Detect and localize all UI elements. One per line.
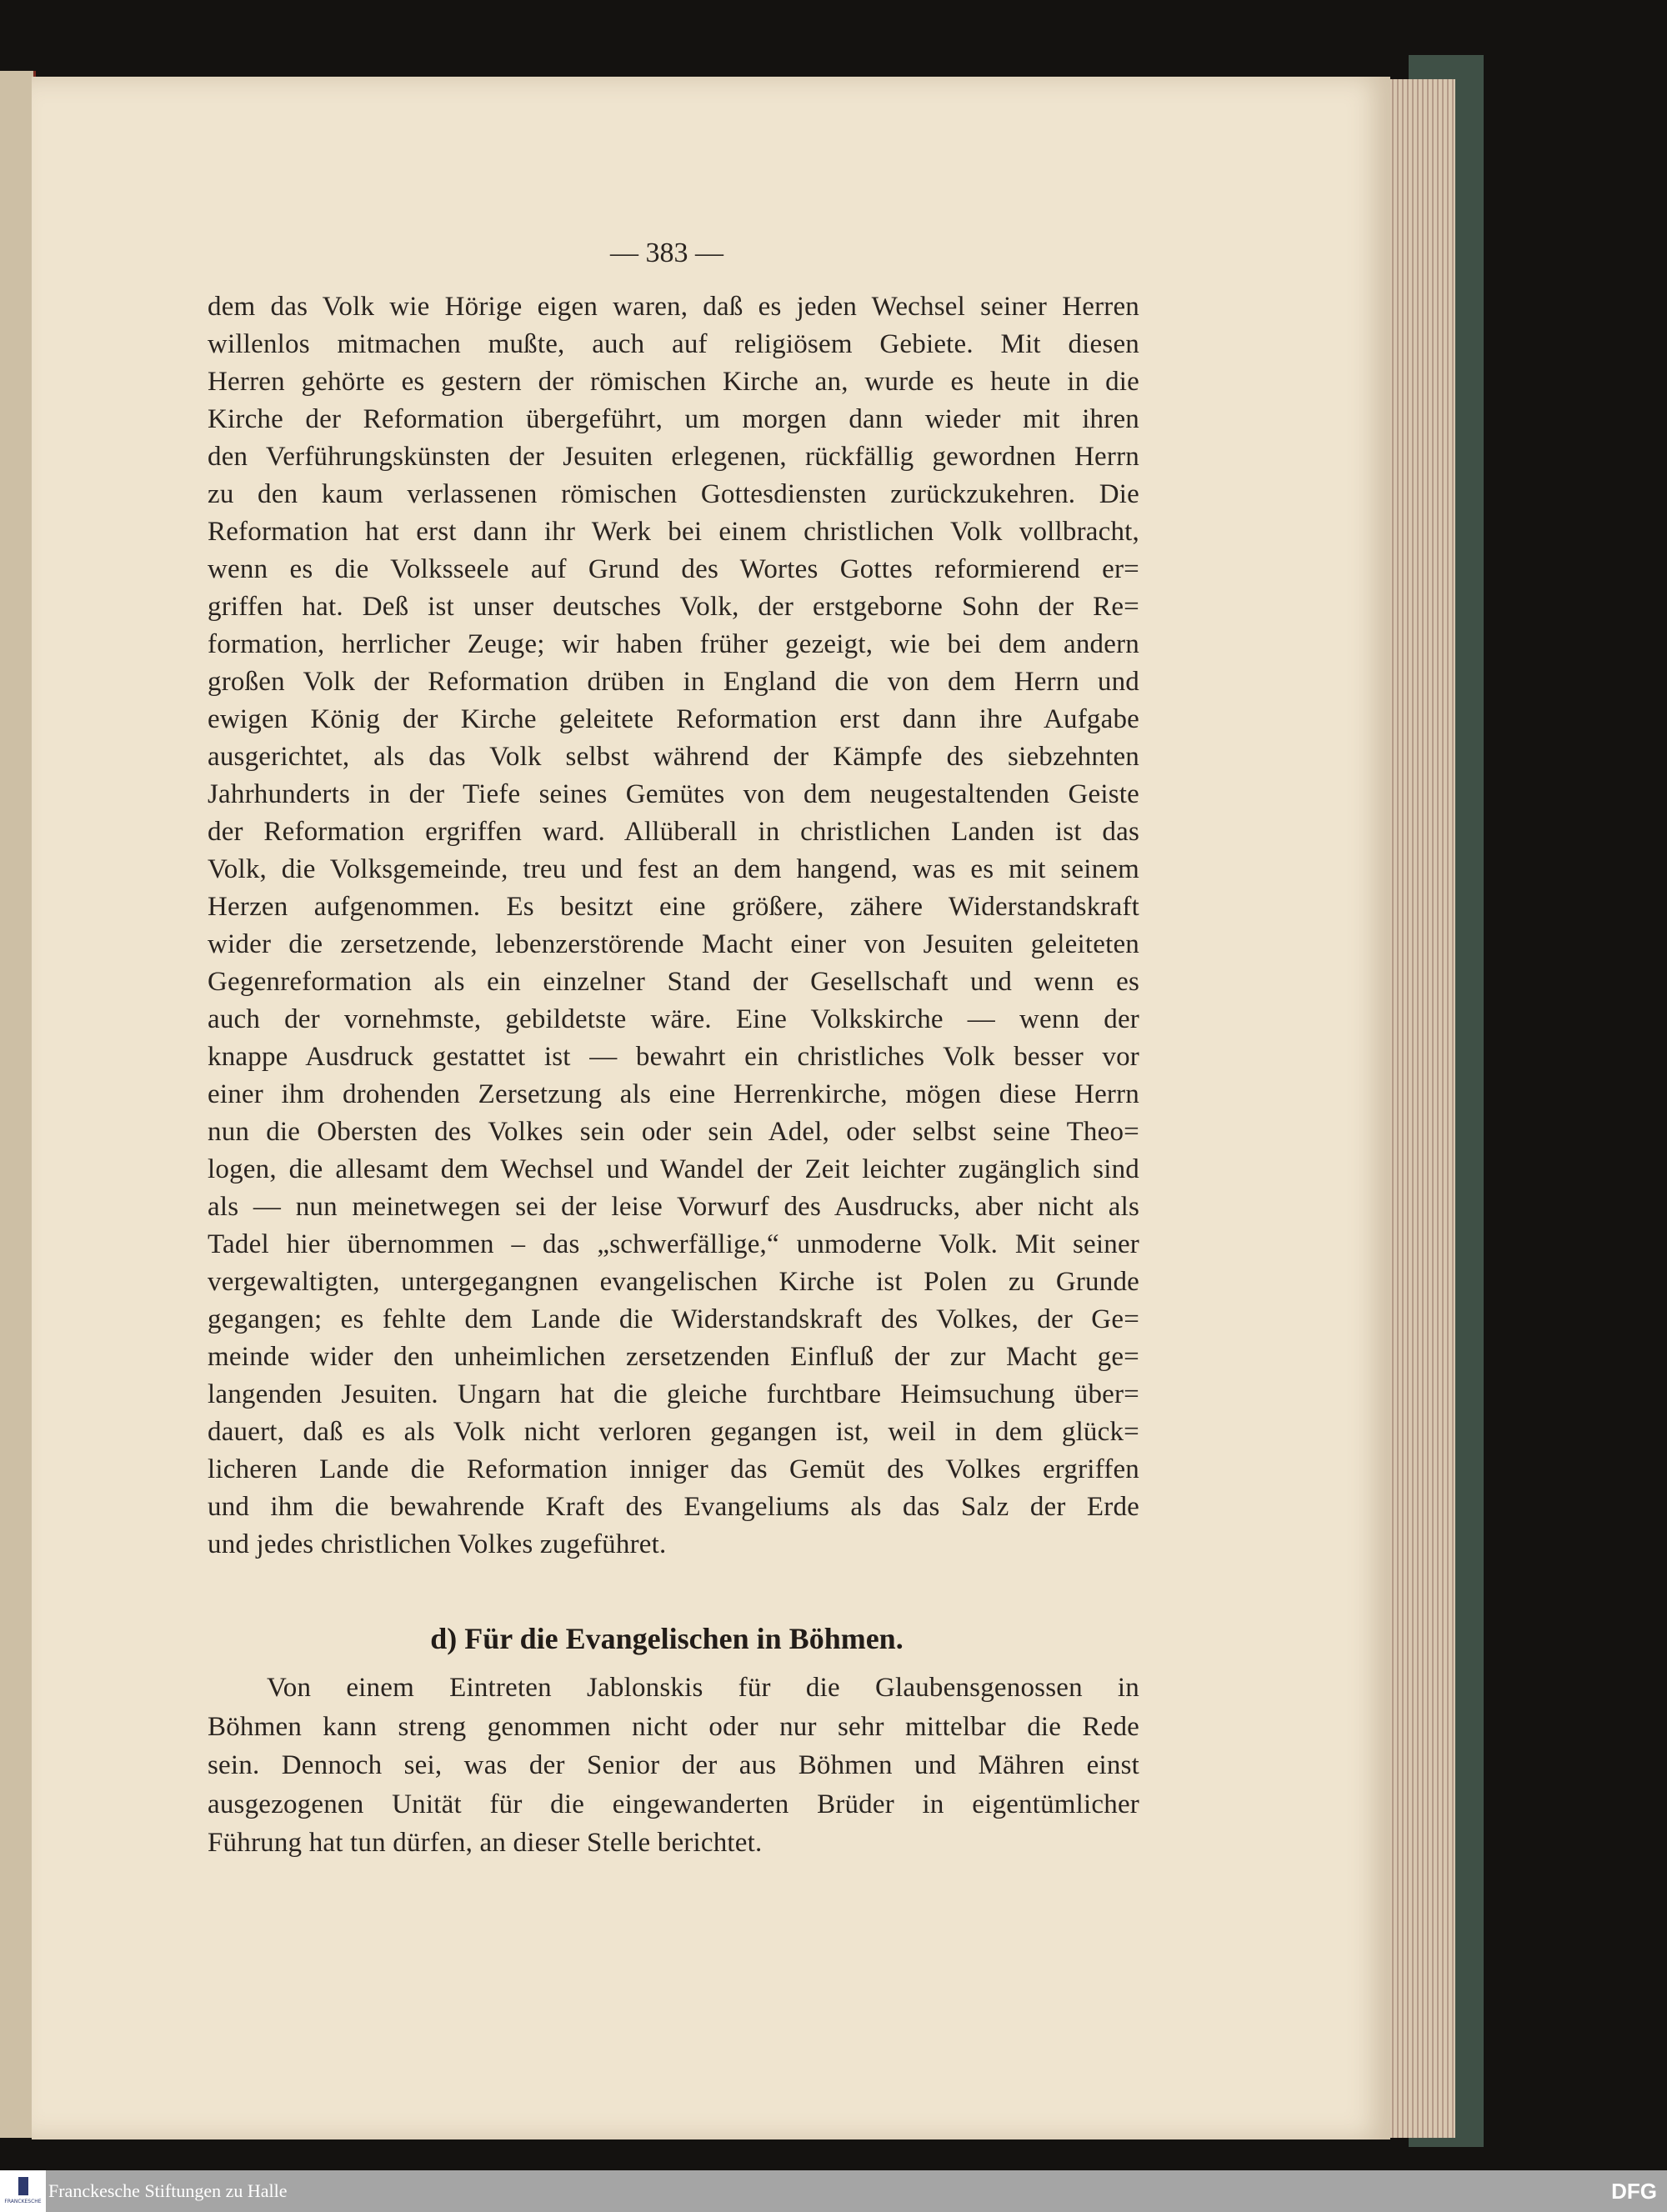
text-line: wider die zersetzende, lebenzerstörende Macht einer von Jesuiten geleiteten	[208, 929, 1139, 959]
text-line: einer ihm drohenden Zersetzung als eine Herrenkirche, mögen diese Herrn	[208, 1079, 1139, 1109]
text-line: Herren gehörte es gestern der römischen Kirche an, wurde es heute in die	[208, 367, 1139, 397]
text-line: logen, die allesamt dem Wechsel und Wandel der Zeit leichter zugänglich sind	[208, 1154, 1139, 1184]
text-line: Böhmen kann streng genommen nicht oder nur sehr mittelbar die Rede	[208, 1711, 1139, 1742]
text-line: sein. Dennoch sei, was der Senior der aus Böhmen und Mähren einst	[208, 1750, 1139, 1780]
footer-bar	[0, 2170, 1667, 2212]
page-edges	[1384, 79, 1455, 2138]
institution-logo: FRANCKESCHE	[0, 2170, 46, 2212]
text-line: Reformation hat erst dann ihr Werk bei einem christlichen Volk vollbracht,	[208, 517, 1139, 547]
text-line: griffen hat. Deß ist unser deutsches Volk, der erstgeborne Sohn der Re=	[208, 592, 1139, 622]
text-line: Jahrhunderts in der Tiefe seines Gemütes von dem neugestaltenden Geiste	[208, 779, 1139, 809]
institution-name: Franckesche Stiftungen zu Halle	[48, 2180, 288, 2201]
page-number: — 383 —	[610, 238, 723, 268]
text-line: Herzen aufgenommen. Es besitzt eine größere, zähere Widerstandskraft	[208, 892, 1139, 922]
text-line: ausgerichtet, als das Volk selbst während der Kämpfe des siebzehnten	[208, 742, 1139, 772]
text-line: ewigen König der Kirche geleitete Reformation erst dann ihre Aufgabe	[208, 704, 1139, 734]
text-line: Von einem Eintreten Jablonskis für die Glaubensgenossen in	[267, 1673, 1139, 1703]
text-line: großen Volk der Reformation drüben in England die von dem Herrn und	[208, 667, 1139, 697]
text-line: Kirche der Reformation übergeführt, um morgen dann wieder mit ihren	[208, 404, 1139, 434]
text-line: langenden Jesuiten. Ungarn hat die gleiche furchtbare Heimsuchung über=	[208, 1379, 1139, 1409]
text-line: und ihm die bewahrende Kraft des Evangeliums als das Salz der Erde	[208, 1492, 1139, 1522]
text-line: als — nun meinetwegen sei der leise Vorwurf des Ausdrucks, aber nicht als	[208, 1192, 1139, 1222]
text-line: gegangen; es fehlte dem Lande die Widerstandskraft des Volkes, der Ge=	[208, 1304, 1139, 1334]
text-line: ausgezogenen Unität für die eingewanderten Brüder in eigentümlicher	[208, 1789, 1139, 1819]
text-line: auch der vornehmste, gebildetste wäre. Eine Volkskirche — wenn der	[208, 1004, 1139, 1034]
section-heading: d) Für die Evangelischen in Böhmen.	[430, 1622, 904, 1655]
text-line: Volk, die Volksgemeinde, treu und fest an dem hangend, was es mit seinem	[208, 854, 1139, 884]
text-line: vergewaltigten, untergegangnen evangelischen Kirche ist Polen zu Grunde	[208, 1267, 1139, 1297]
text-line: der Reformation ergriffen ward. Allüberall in christlichen Landen ist das	[208, 817, 1139, 847]
left-page-edge	[0, 71, 36, 2138]
text-line: nun die Obersten des Volkes sein oder sein Adel, oder selbst seine Theo=	[208, 1117, 1139, 1147]
text-line: willenlos mitmachen mußte, auch auf religiösem Gebiete. Mit diesen	[208, 329, 1139, 359]
text-line: Führung hat tun dürfen, an dieser Stelle berichtet.	[208, 1828, 763, 1858]
text-line: den Verführungskünsten der Jesuiten erlegenen, rückfällig gewordnen Herrn	[208, 442, 1139, 472]
text-line: und jedes christlichen Volkes zugeführet.	[208, 1529, 667, 1559]
text-line: dem das Volk wie Hörige eigen waren, daß es jeden Wechsel seiner Herren	[208, 292, 1139, 322]
text-line: formation, herrlicher Zeuge; wir haben früher gezeigt, wie bei dem andern	[208, 629, 1139, 659]
text-line: Gegenreformation als ein einzelner Stand der Gesellschaft und wenn es	[208, 967, 1139, 997]
text-line: wenn es die Volksseele auf Grund des Wortes Gottes reformierend er=	[208, 554, 1139, 584]
text-line: dauert, daß es als Volk nicht verloren gegangen ist, weil in dem glück=	[208, 1417, 1139, 1447]
text-line: meinde wider den unheimlichen zersetzenden Einfluß der zur Macht ge=	[208, 1342, 1139, 1372]
text-line: knappe Ausdruck gestattet ist — bewahrt ein christliches Volk besser vor	[208, 1042, 1139, 1072]
dfg-logo: DFG	[1611, 2179, 1657, 2204]
text-line: licheren Lande die Reformation inniger das Gemüt des Volkes ergriffen	[208, 1454, 1139, 1484]
text-line: Tadel hier übernommen – das „schwerfällige,“ unmoderne Volk. Mit seiner	[208, 1229, 1139, 1259]
text-line: zu den kaum verlassenen römischen Gottesdiensten zurückzukehren. Die	[208, 479, 1139, 509]
